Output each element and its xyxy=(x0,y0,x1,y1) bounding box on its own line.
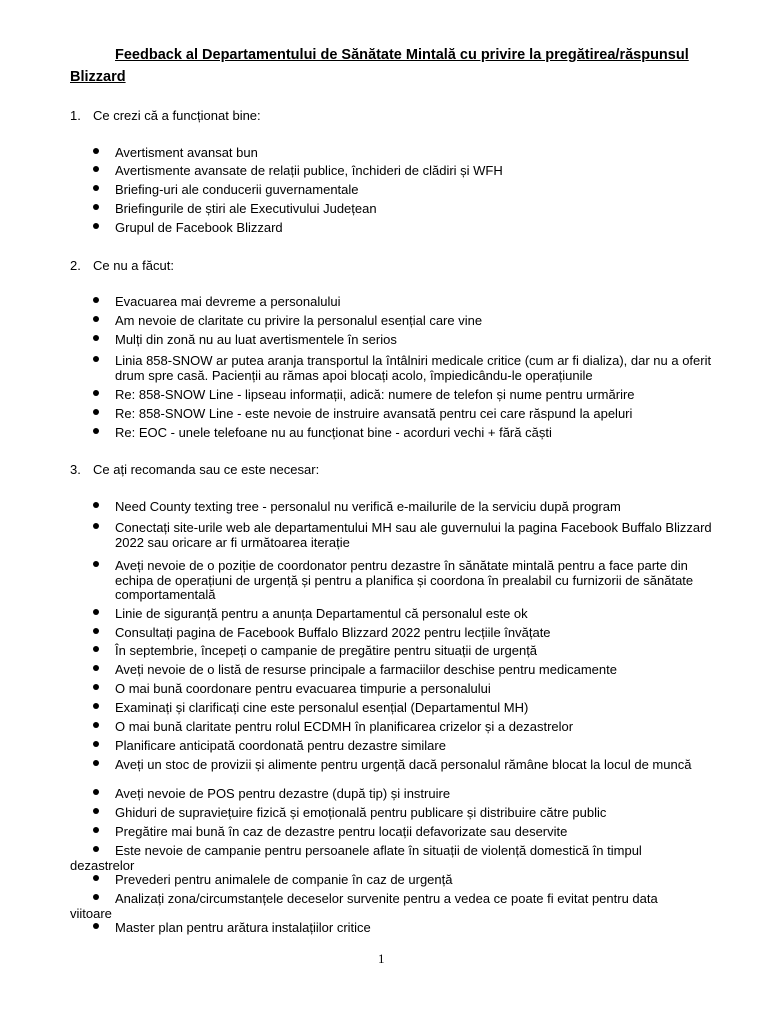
list-item-text: Aveți un stoc de provizii și alimente pentru urgență dacă personalul rămâne blocat la locul de muncă xyxy=(115,757,692,772)
bullet-icon xyxy=(93,148,99,154)
list-item-text: Consultați pagina de Facebook Buffalo Blizzard 2022 pentru lecțiile învățate xyxy=(115,625,551,640)
list-item-text: Ghiduri de supraviețuire fizică și emoțională pentru publicare și distribuire către public xyxy=(115,805,607,820)
bullet-icon xyxy=(93,741,99,747)
question-text: Ce ați recomanda sau ce este necesar: xyxy=(93,462,320,477)
list-item-text: Avertisment avansat bun xyxy=(115,145,258,160)
list-item-text: Master plan pentru arătura instalațiilor critice xyxy=(115,920,371,935)
list-item-text: Re: 858-SNOW Line - lipseau informații, adică: numere de telefon și nume pentru urmărire xyxy=(115,387,635,402)
list-item-text: Planificare anticipată coordonată pentru dezastre similare xyxy=(115,738,446,753)
bullet-icon xyxy=(93,628,99,634)
list-item-text: O mai bună coordonare pentru evacuarea timpurie a personalului xyxy=(115,681,491,696)
bullet-icon xyxy=(93,665,99,671)
list-item-text: Aveți nevoie de o listă de resurse principale a farmaciilor deschise pentru medicamente xyxy=(115,662,617,677)
question-text: Ce nu a făcut: xyxy=(93,258,174,273)
bullet-icon xyxy=(93,185,99,191)
bullet-icon xyxy=(93,789,99,795)
bullet-icon xyxy=(93,297,99,303)
bullet-icon xyxy=(93,356,99,362)
question-number: 2. xyxy=(70,258,81,273)
list-item-text: Need County texting tree - personalul nu verifică e-mailurile de la serviciu după program xyxy=(115,499,621,514)
bullet-icon xyxy=(93,523,99,529)
list-item-text: Evacuarea mai devreme a personalului xyxy=(115,294,341,309)
question-number: 1. xyxy=(70,108,81,123)
list-item-text: Examinați și clarificați cine este personalul esențial (Departamentul MH) xyxy=(115,700,529,715)
bullet-icon xyxy=(93,390,99,396)
bullet-icon xyxy=(93,316,99,322)
list-item-text: Briefingurile de știri ale Executivului Județean xyxy=(115,201,377,216)
list-item-text: Linie de siguranță pentru a anunța Departamentul că personalul este ok xyxy=(115,606,528,621)
question-text: Ce crezi că a funcționat bine: xyxy=(93,108,261,123)
list-item-text: Am nevoie de claritate cu privire la personalul esențial care vine xyxy=(115,313,483,328)
bullet-icon xyxy=(93,646,99,652)
list-item-text: Aveți nevoie de POS pentru dezastre (după tip) și instruire xyxy=(115,786,451,801)
bullet-icon xyxy=(93,808,99,814)
bullet-icon xyxy=(93,561,99,567)
list-item-text: Avertismente avansate de relații publice, închideri de clădiri și WFH xyxy=(115,163,503,178)
bullet-icon xyxy=(93,703,99,709)
list-item-text: Grupul de Facebook Blizzard xyxy=(115,220,283,235)
bullet-icon xyxy=(93,827,99,833)
bullet-icon xyxy=(93,409,99,415)
question-2 xyxy=(70,258,174,273)
list-item-text: În septembrie, începeți o campanie de pregătire pentru situații de urgență xyxy=(115,643,538,658)
bullet-icon xyxy=(93,166,99,172)
list-item-text: Mulți din zonă nu au luat avertismentele în serios xyxy=(115,332,397,347)
question-1 xyxy=(70,108,261,123)
list-item-text: Este nevoie de campanie pentru persoanele aflate în situații de violență domestică în timpul dezastrelor xyxy=(70,843,642,873)
bullet-icon xyxy=(93,923,99,929)
list-item-text: Analizați zona/circumstanțele deceselor survenite pentru a vedea ce poate fi evitat pentru data viitoare xyxy=(70,891,658,921)
bullet-icon xyxy=(93,428,99,434)
bullet-icon xyxy=(93,335,99,341)
page-number: 1 xyxy=(378,951,385,966)
list-item-text: Re: EOC - unele telefoane nu au funcționat bine - acorduri vechi + fără căști xyxy=(115,425,552,440)
bullet-icon xyxy=(93,204,99,210)
list-item-text: Pregătire mai bună în caz de dezastre pentru locații defavorizate sau deservite xyxy=(115,824,568,839)
list-item-text: O mai bună claritate pentru rolul ECDMH în planificarea crizelor și a dezastrelor xyxy=(115,719,574,734)
list-item-text: Re: 858-SNOW Line - este nevoie de instruire avansată pentru cei care răspund la apeluri xyxy=(115,406,633,421)
question-3 xyxy=(70,462,319,477)
document-title: Feedback al Departamentului de Sănătate Mintală cu privire la pregătirea/răspunsul Blizzard xyxy=(70,47,689,85)
bullet-icon xyxy=(93,223,99,229)
list-item-text: Linia 858-SNOW ar putea aranja transportul la întâlniri medicale critice (cum ar fi dializa), dar nu a oferit drum spre casă. Pacienții au rămas apoi blocați acolo, împiedicându-le operațiunile xyxy=(115,353,712,383)
bullet-icon xyxy=(93,502,99,508)
question-number: 3. xyxy=(70,462,81,477)
bullet-icon xyxy=(93,609,99,615)
list-item-text: Conectați site-urile web ale departamentului MH sau ale guvernului la pagina Facebook Buffalo Blizzard 2022 sau oricare ar fi următoarea iterație xyxy=(115,520,712,550)
list-item-text: Briefing-uri ale conducerii guvernamentale xyxy=(115,182,359,197)
bullet-icon xyxy=(93,684,99,690)
list-item-text: Aveți nevoie de o poziție de coordonator pentru dezastre în sănătate mintală pentru a face parte din echipa de operațiuni de urgență și pentru a planifica și coordona în prealabil cu furnizorii de sănătate comportamentală xyxy=(115,558,694,602)
list-item-text: Prevederi pentru animalele de companie în caz de urgență xyxy=(115,872,453,887)
bullet-icon xyxy=(93,722,99,728)
bullet-icon xyxy=(93,875,99,881)
